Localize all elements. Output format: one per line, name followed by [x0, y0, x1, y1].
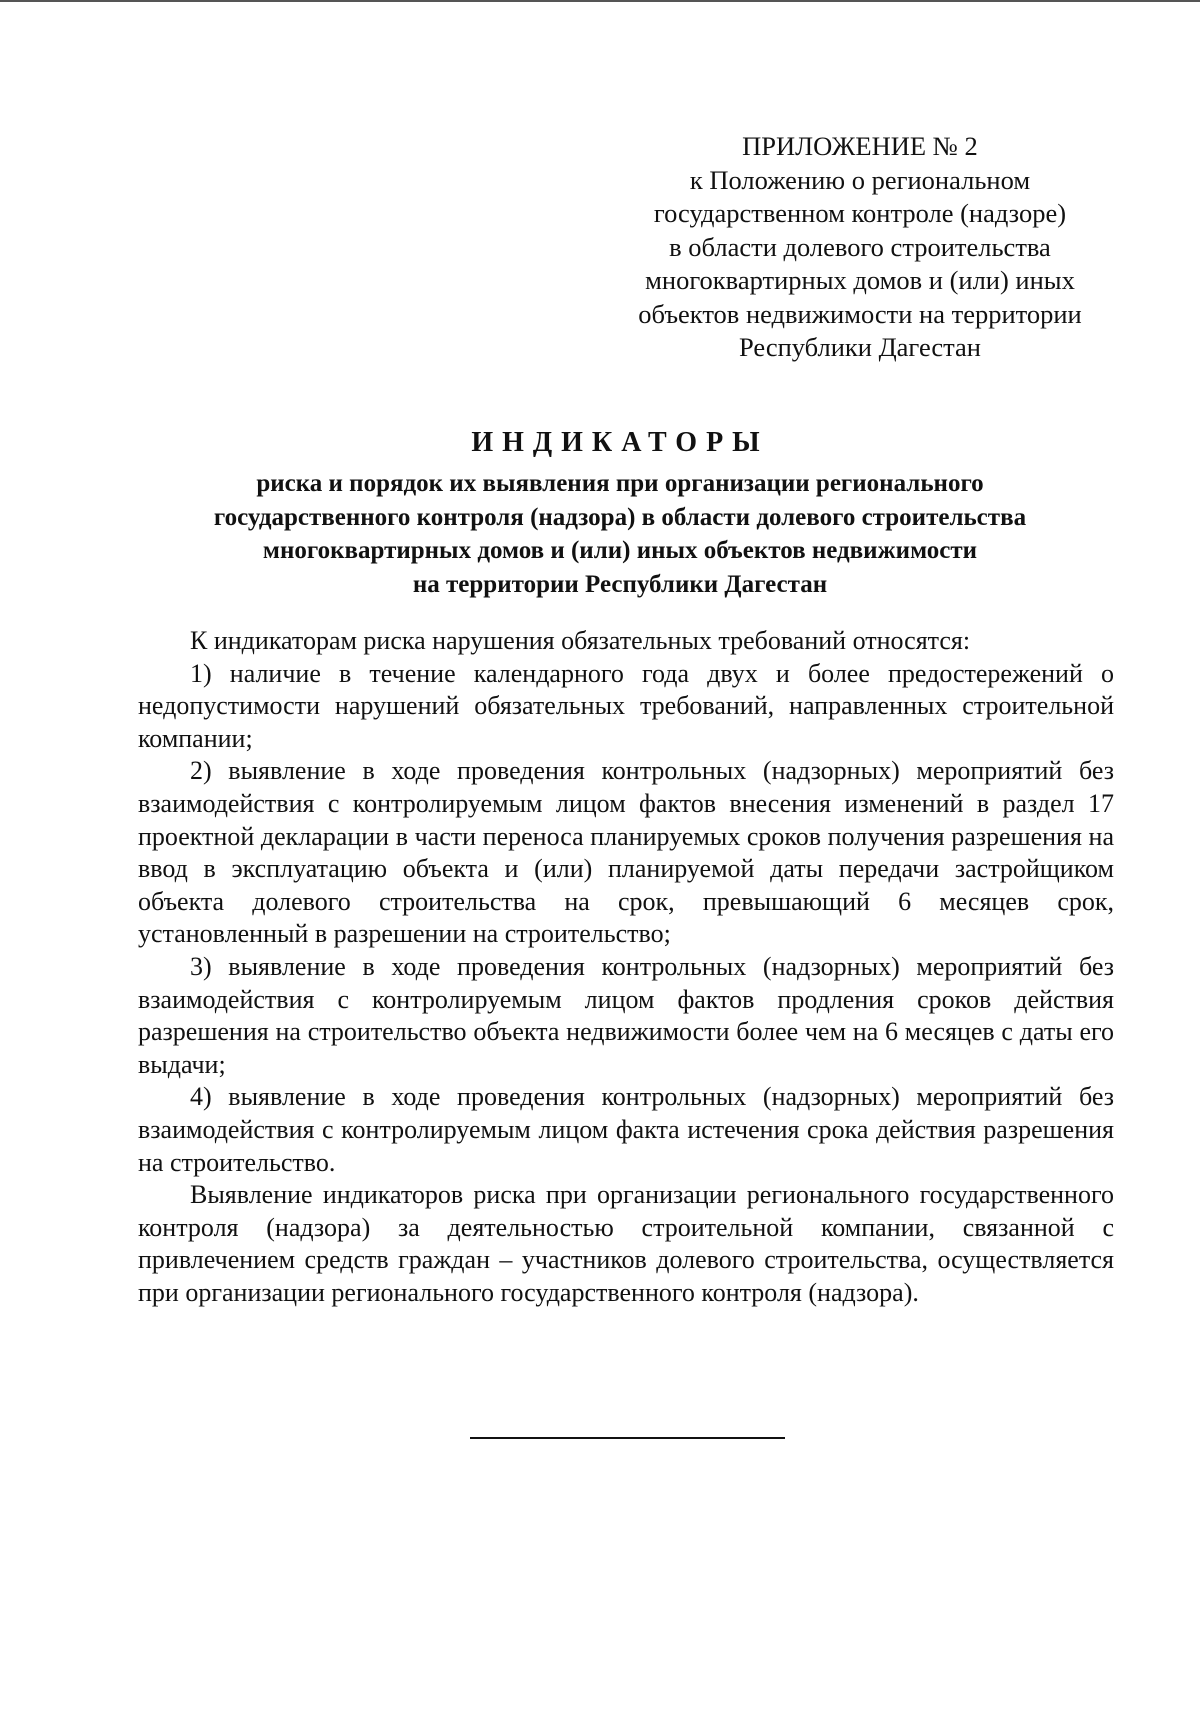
subtitle-line: риска и порядок их выявления при организации регионального	[256, 470, 984, 497]
indicator-item-1: 1) наличие в течение календарного года двух и более предостережений о недопустимости нарушений обязательных требований, направленных строительной компании;	[138, 658, 1114, 753]
top-border-line	[0, 0, 1200, 2]
end-separator-line	[470, 1437, 785, 1439]
indicator-item-3: 3) выявление в ходе проведения контрольных (надзорных) мероприятий без взаимодействия с контролируемым лицом фактов продления сроков действия разрешения на строительство объекта недвижимости более чем на 6 месяцев с даты его выдачи;	[138, 951, 1114, 1079]
document-title: ИНДИКАТОРЫ	[471, 427, 769, 458]
document-body	[138, 625, 1114, 1309]
intro-paragraph: К индикаторам риска нарушения обязательных требований относятся:	[190, 626, 971, 655]
annex-line: многоквартирных домов и (или) иных	[645, 265, 1075, 295]
annex-line: объектов недвижимости на территории	[638, 298, 1082, 329]
subtitle-line: многоквартирных домов и (или) иных объектов недвижимости	[262, 537, 978, 564]
annex-number: ПРИЛОЖЕНИЕ № 2	[742, 131, 978, 161]
annex-line: Республики Дагестан	[739, 332, 981, 362]
indicator-item-4: 4) выявление в ходе проведения контрольных (надзорных) мероприятий без взаимодействия с контролируемым лицом факта истечения срока действия разрешения на строительство.	[138, 1082, 1114, 1177]
annex-line: в области долевого строительства	[669, 231, 1051, 262]
annex-line: государственном контроле (надзоре)	[653, 198, 1067, 228]
annex-line: к Положению о региональном	[689, 164, 1031, 195]
indicator-item-2: 2) выявление в ходе проведения контрольных (надзорных) мероприятий без взаимодействия с контролируемым лицом фактов внесения изменений в раздел 17 проектной декларации в части переноса планируемых сроков получения разрешения на ввод в эксплуатацию объекта и (или) планируемой даты передачи застройщиком объекта долевого строительства на срок, превышающий 6 месяцев срок, установленный в разрешении на строительство;	[138, 756, 1114, 949]
document-subtitle	[130, 467, 1110, 601]
closing-paragraph: Выявление индикаторов риска при организации регионального государственного контроля (надзора) за деятельностью строительной компании, связанной с привлечением средств граждан – участников долевого строительства, осуществляется при организации регионального государственного контроля (надзора).	[138, 1180, 1114, 1307]
annex-header	[600, 130, 1120, 365]
subtitle-line: на территории Республики Дагестан	[412, 570, 828, 598]
subtitle-line: государственного контроля (надзора) в области долевого строительства	[213, 503, 1027, 531]
document-title-block	[130, 425, 1110, 601]
